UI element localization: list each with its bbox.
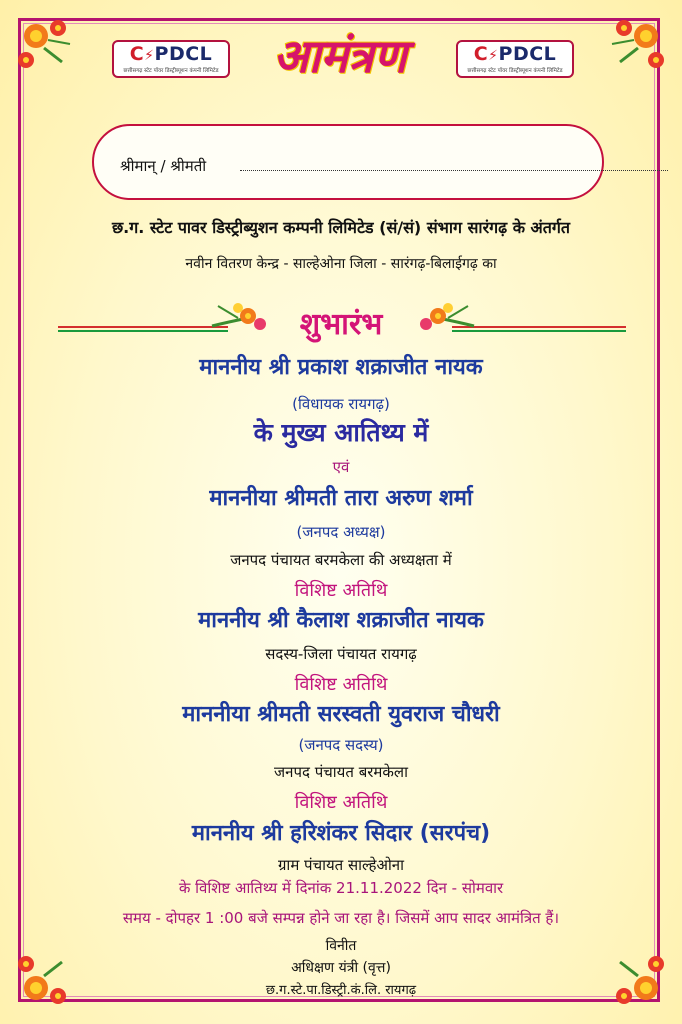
invitation-title: आमंत्रण (273, 29, 407, 83)
special-guest-designation: ग्राम पंचायत साल्हेओना (277, 856, 405, 874)
event-date-line: के विशिष्ट आतिथ्य में दिनांक 21.11.2022 दिन - सोमवार (178, 879, 504, 897)
special-guest-heading: विशिष्ट अतिथि (294, 580, 388, 601)
signature-line-2: अधिक्षण यंत्री (वृत्त) (291, 960, 391, 976)
chief-guest-name: माननीय श्री प्रकाश शक्राजीत नायक (199, 355, 483, 380)
special-guest-heading: विशिष्ट अतिथि (294, 792, 388, 813)
special-guest-extra: जनपद पंचायत बरमकेला (274, 763, 408, 781)
cspdcl-logo-right: C⚡PDCL छत्तीसगढ़ स्टेट पॉवर डिस्ट्रीब्यूशन कंपनी लिमिटेड (456, 40, 574, 78)
flower-corner-top-left-icon (14, 14, 84, 84)
cspdcl-logo-left: C⚡PDCL छत्तीसगढ़ स्टेट पॉवर डिस्ट्रीब्यूशन कंपनी लिमिटेड (112, 40, 230, 78)
event-time-line: समय - दोपहर 1 :00 बजे सम्पन्न होने जा रहा है। जिसमें आप सादर आमंत्रित हैं। (122, 909, 560, 927)
and-word: एवं (332, 458, 350, 476)
logo-lightning-icon: ⚡ (488, 48, 499, 64)
special-guest-heading: विशिष्ट अतिथि (294, 674, 388, 695)
special-guest-name: माननीया श्रीमती सरस्वती युवराज चौधरी (182, 702, 500, 727)
president-phrase: जनपद पंचायत बरमकेला की अध्यक्षता में (230, 551, 452, 569)
special-guest-designation: (जनपद सदस्य) (298, 736, 384, 754)
signature-line-3: छ.ग.स्टे.पा.डिस्ट्री.कं.लि. रायगढ़ (265, 983, 417, 998)
special-guest-designation: सदस्य-जिला पंचायत रायगढ़ (265, 645, 417, 663)
chief-guest-phrase: के मुख्य आतिथ्य में (253, 418, 429, 447)
flower-corner-top-right-icon (598, 14, 668, 84)
invitee-label: श्रीमान् / श्रीमती (120, 157, 207, 175)
organizer-department: छ.ग. स्टेट पावर डिस्ट्रीब्युशन कम्पनी लिमिटेड (सं/सं) संभाग सारंगढ़ के अंतर्गत (111, 218, 571, 237)
president-designation: (जनपद अध्यक्ष) (296, 523, 386, 541)
signature-line-1: विनीत (325, 938, 357, 954)
invitee-name-blank (240, 170, 668, 171)
chief-guest-designation: (विधायक रायगढ़) (292, 395, 390, 413)
event-title: शुभारंभ (299, 307, 383, 342)
president-name: माननीया श्रीमती तारा अरुण शर्मा (209, 486, 473, 511)
organizer-centre: नवीन वितरण केन्द्र - साल्हेओना जिला - सारंगढ़-बिलाईगढ़ का (185, 256, 497, 272)
special-guest-name: माननीय श्री हरिशंकर सिदार (सरपंच) (191, 821, 491, 846)
logo-lightning-icon: ⚡ (144, 48, 155, 64)
invitee-name-box (92, 124, 604, 200)
special-guest-name: माननीय श्री कैलाश शक्राजीत नायक (198, 608, 484, 633)
